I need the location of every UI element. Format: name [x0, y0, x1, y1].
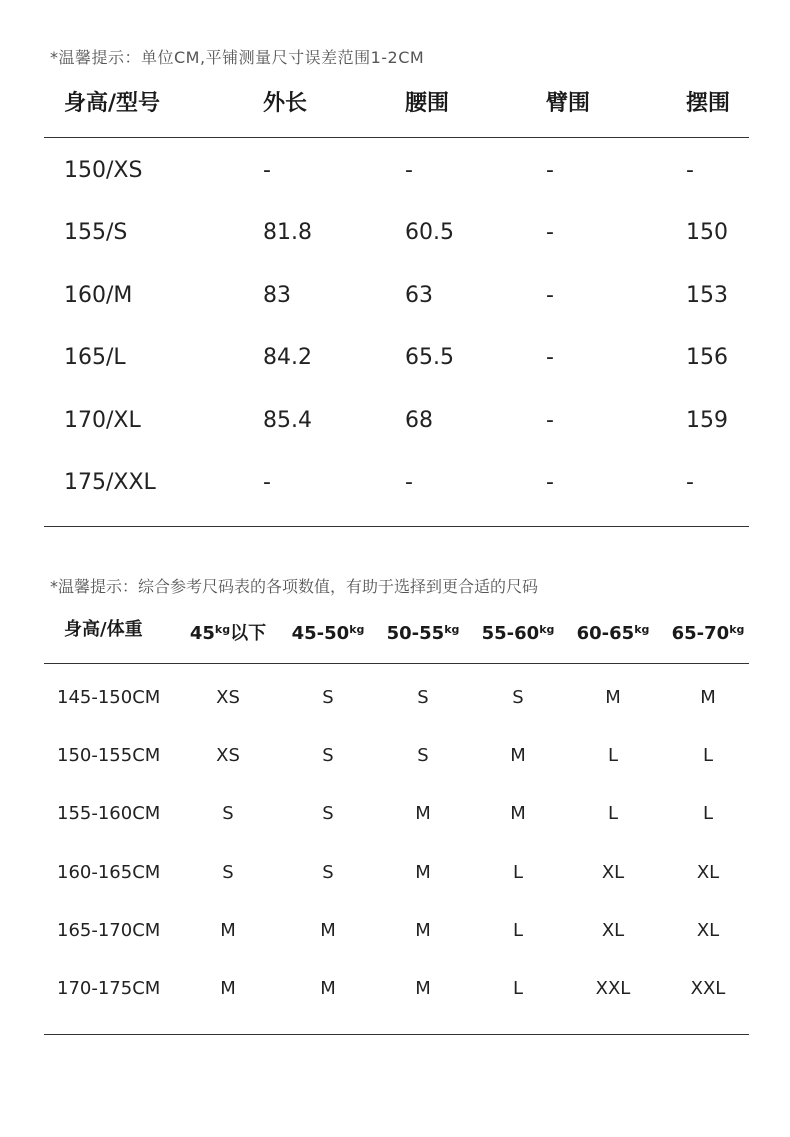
unit-label: kg [349, 623, 365, 636]
header-weight-range [473, 610, 563, 654]
table-cell: - [263, 470, 271, 495]
unit-label: kg [539, 623, 555, 636]
header-row [0, 84, 790, 124]
table-cell: 165-170CM [57, 920, 161, 941]
table-cell: - [546, 220, 554, 245]
header-weight-range [663, 610, 753, 654]
header-text: 50-55 [386, 623, 445, 644]
table-cell: 170-175CM [57, 978, 161, 999]
header-row [0, 610, 790, 650]
table-cell: 155/S [64, 220, 128, 245]
table-row [0, 853, 790, 893]
header-text: 60-65 [576, 623, 635, 644]
table-cell: 84.2 [263, 345, 312, 370]
table-cell: 165/L [64, 345, 126, 370]
table-row [0, 463, 790, 503]
table-row [0, 969, 790, 1009]
weight-table-top-rule [44, 663, 749, 664]
table-cell: 155-160CM [57, 803, 161, 824]
header-text: 45 [189, 623, 215, 644]
table-cell: L [702, 745, 714, 766]
table-cell: XL [601, 920, 625, 941]
header-height-size: 身高/型号 [64, 91, 161, 116]
table-cell: - [546, 470, 554, 495]
table-cell: 65.5 [405, 345, 454, 370]
header-text: 45-50 [291, 623, 350, 644]
reference-tip: *温馨提示：综合参考尺码表的各项数值，有助于选择到更合适的尺码 [50, 577, 539, 596]
table-cell: 160-165CM [57, 862, 161, 883]
table-cell: 150/XS [64, 158, 143, 183]
table-row [0, 794, 790, 834]
table-row [0, 736, 790, 776]
size-table-top-rule [44, 137, 749, 138]
unit-label: kg [214, 623, 231, 636]
header-text: 身高/体重 [64, 619, 143, 640]
table-cell: 145-150CM [57, 687, 161, 708]
table-cell: 150-155CM [57, 745, 161, 766]
table-cell: 153 [686, 283, 728, 308]
table-cell: 160/M [64, 283, 133, 308]
table-cell: XXL [595, 978, 631, 999]
header-length: 外长 [263, 91, 308, 116]
table-cell: 156 [686, 345, 728, 370]
table-cell: S [322, 862, 334, 883]
size-table-bottom-rule [44, 526, 749, 527]
table-cell: S [322, 803, 334, 824]
table-cell: M [700, 687, 716, 708]
table-cell: - [686, 158, 694, 183]
table-cell: S [322, 687, 334, 708]
header-weight-range [378, 610, 468, 654]
table-cell: - [546, 408, 554, 433]
table-cell: S [222, 803, 234, 824]
table-cell: M [220, 978, 236, 999]
header-text: 65-70 [671, 623, 730, 644]
header-waist: 腰围 [405, 91, 450, 116]
table-row [0, 276, 790, 316]
unit-label: kg [634, 623, 650, 636]
header-text: 55-60 [481, 623, 540, 644]
table-cell: XL [696, 920, 720, 941]
table-cell: 85.4 [263, 408, 312, 433]
table-cell: L [607, 745, 619, 766]
table-cell: 83 [263, 283, 291, 308]
table-row [0, 678, 790, 718]
measurement-tip: *温馨提示：单位CM,平铺测量尺寸误差范围1-2CM [50, 48, 425, 67]
table-cell: S [322, 745, 334, 766]
unit-label: kg [729, 623, 745, 636]
table-cell: L [607, 803, 619, 824]
table-cell: XXL [690, 978, 726, 999]
table-cell: S [417, 745, 429, 766]
table-cell: - [263, 158, 271, 183]
table-cell: - [546, 345, 554, 370]
table-row [0, 151, 790, 191]
table-row [0, 338, 790, 378]
header-weight-range [568, 610, 658, 654]
table-cell: - [405, 158, 413, 183]
table-cell: 175/XXL [64, 470, 156, 495]
table-cell: M [220, 920, 236, 941]
table-cell: 150 [686, 220, 728, 245]
table-cell: M [510, 803, 526, 824]
header-arm: 臂围 [546, 91, 591, 116]
table-cell: L [512, 862, 524, 883]
header-height-weight [64, 610, 143, 650]
table-cell: XL [601, 862, 625, 883]
table-row [0, 911, 790, 951]
table-cell: 81.8 [263, 220, 312, 245]
table-cell: - [686, 470, 694, 495]
table-cell: 68 [405, 408, 433, 433]
table-cell: S [512, 687, 524, 708]
table-row [0, 401, 790, 441]
table-cell: M [415, 978, 431, 999]
table-row [0, 213, 790, 253]
table-cell: S [417, 687, 429, 708]
table-cell: XS [216, 687, 240, 708]
table-cell: - [546, 283, 554, 308]
table-cell: L [512, 920, 524, 941]
table-cell: 60.5 [405, 220, 454, 245]
header-weight-range [183, 610, 273, 654]
table-cell: M [415, 920, 431, 941]
table-cell: M [415, 862, 431, 883]
table-cell: L [512, 978, 524, 999]
table-cell: XL [696, 862, 720, 883]
header-weight-range [283, 610, 373, 654]
table-cell: S [222, 862, 234, 883]
table-cell: 159 [686, 408, 728, 433]
table-cell: L [702, 803, 714, 824]
table-cell: - [546, 158, 554, 183]
table-cell: - [405, 470, 413, 495]
table-cell: XS [216, 745, 240, 766]
table-cell: 170/XL [64, 408, 141, 433]
unit-label: kg [444, 623, 460, 636]
table-cell: M [320, 978, 336, 999]
header-hem: 摆围 [686, 91, 731, 116]
table-cell: M [415, 803, 431, 824]
weight-table-bottom-rule [44, 1034, 749, 1035]
table-cell: 63 [405, 283, 433, 308]
table-cell: M [320, 920, 336, 941]
table-cell: M [605, 687, 621, 708]
table-cell: M [510, 745, 526, 766]
header-suffix: 以下 [230, 623, 267, 644]
